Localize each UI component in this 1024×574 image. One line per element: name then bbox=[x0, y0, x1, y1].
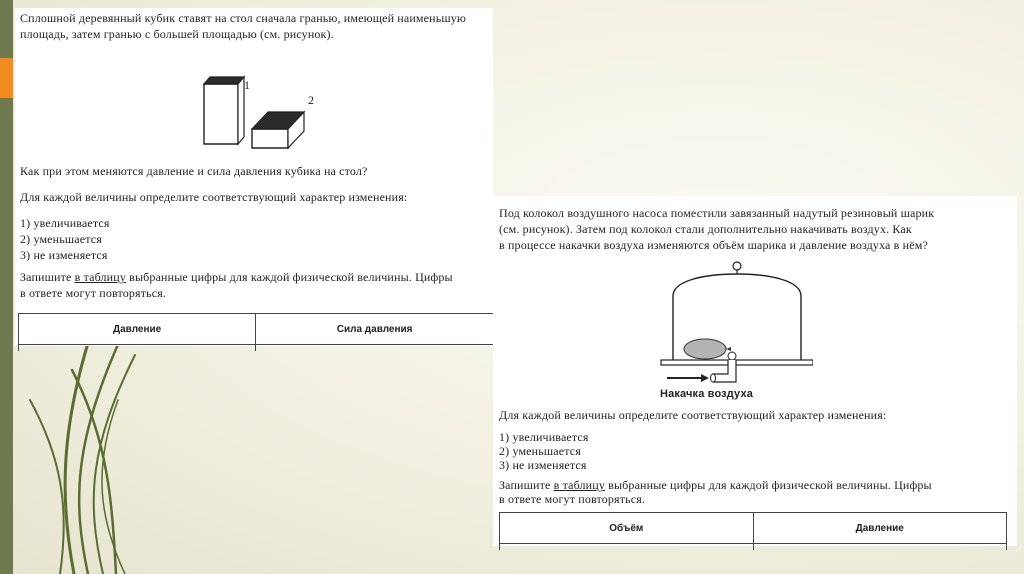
note-prefix: Запишите bbox=[499, 478, 554, 492]
task1-option-3: 3) не изменяется bbox=[20, 248, 108, 262]
bell-jar-figure bbox=[653, 256, 813, 396]
task2-answer-cell-1[interactable] bbox=[500, 544, 754, 551]
task1-note-line2: в ответе могут повторяться. bbox=[20, 286, 167, 300]
task1-header-pressure: Давление bbox=[19, 314, 256, 345]
task2-answer-table bbox=[499, 512, 1007, 550]
task1-option-1: 1) увеличивается bbox=[20, 216, 110, 230]
task2-option-3: 3) не изменяется bbox=[499, 458, 587, 472]
figure-label-2: 2 bbox=[308, 93, 315, 107]
task2-intro-line1: Под колокол воздушного насоса поместили завязанный надутый резиновый шарик bbox=[499, 206, 935, 220]
task2-header-pressure: Давление bbox=[753, 513, 1007, 544]
task2-intro-line3: в процессе накачки воздуха изменяются объём шарика и давление воздуха в нём? bbox=[499, 238, 928, 252]
task-card-cube bbox=[15, 8, 493, 346]
task2-answer-cell-2[interactable] bbox=[753, 544, 1007, 551]
task2-intro-line2: (см. рисунок). Затем под колокол стали дополнительно накачивать воздух. Как bbox=[499, 222, 912, 236]
task2-note-line2: в ответе могут повторяться. bbox=[499, 492, 646, 506]
task1-question: Как при этом меняются давление и сила давления кубика на стол? bbox=[20, 164, 368, 178]
task1-intro-line2: площадь, затем гранью с большей площадью (см. рисунок). bbox=[20, 27, 334, 41]
task1-intro-line1: Сплошной деревянный кубик ставят на стол сначала гранью, имеющей наименьшую bbox=[20, 11, 466, 25]
task2-instruction: Для каждой величины определите соответствующий характер изменения: bbox=[499, 408, 887, 422]
cube-figure bbox=[200, 72, 330, 154]
task2-option-2: 2) уменьшается bbox=[499, 444, 581, 458]
task2-header-volume: Объём bbox=[500, 513, 754, 544]
task1-note-line1 bbox=[20, 269, 500, 285]
note-rest: выбранные цифры для каждой физической величины. Цифры bbox=[125, 270, 453, 284]
task1-option-2: 2) уменьшается bbox=[20, 232, 102, 246]
task1-instruction: Для каждой величины определите соответствующий характер изменения: bbox=[20, 190, 408, 204]
task1-answer-cell-1[interactable] bbox=[19, 345, 256, 352]
task1-answer-table bbox=[18, 313, 493, 351]
task-card-balloon bbox=[493, 196, 1017, 546]
note-link: в таблицу bbox=[74, 270, 126, 284]
note-link: в таблицу bbox=[553, 478, 605, 492]
task1-answer-cell-2[interactable] bbox=[256, 345, 493, 352]
pump-caption: Накачка воздуха bbox=[660, 388, 753, 400]
figure-label-1: 1 bbox=[244, 78, 251, 92]
note-rest: выбранные цифры для каждой физической величины. Цифры bbox=[604, 478, 932, 492]
note-prefix: Запишите bbox=[20, 270, 75, 284]
task2-option-1: 1) увеличивается bbox=[499, 430, 589, 444]
task1-header-force: Сила давления bbox=[256, 314, 493, 345]
